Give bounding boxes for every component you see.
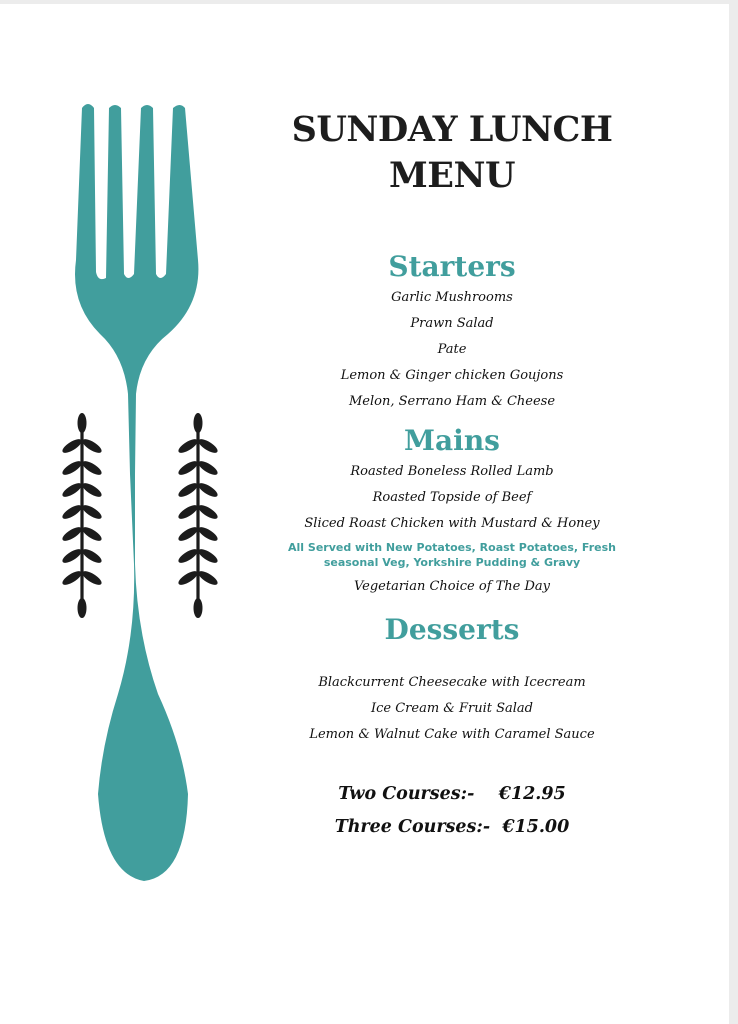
price-label: Three Courses:-: [334, 817, 491, 837]
title-line-2: MENU: [389, 155, 515, 196]
menu-item: Lemon & Ginger chicken Goujons: [340, 368, 564, 383]
price-value: €15.00: [502, 817, 570, 837]
title-line-1: SUNDAY LUNCH: [291, 109, 613, 150]
desserts-heading: Desserts: [384, 613, 520, 646]
starters-heading: Starters: [388, 250, 516, 283]
menu-item: Pate: [437, 342, 467, 357]
mains-accompaniment-note: All Served with New Potatoes, Roast Potatoes, Fresh seasonal Veg, Yorkshire Pudding & Gravy: [288, 541, 616, 569]
menu-item: Roasted Boneless Rolled Lamb: [350, 464, 554, 479]
menu-item: Roasted Topside of Beef: [372, 490, 532, 505]
price-row-three-courses: [282, 811, 622, 844]
menu-page: [0, 4, 729, 1024]
mains-section: [282, 423, 622, 600]
mains-heading: Mains: [404, 424, 500, 457]
price-list: [282, 778, 622, 844]
menu-item: Garlic Mushrooms: [391, 290, 513, 305]
starters-section: [282, 249, 622, 415]
menu-item-vegetarian: Vegetarian Choice of The Day: [353, 579, 551, 594]
leaf-sprig-icon: [60, 413, 103, 618]
menu-item: Ice Cream & Fruit Salad: [370, 701, 534, 716]
menu-illustration: [0, 4, 280, 1024]
leaf-sprig-icon: [176, 413, 219, 618]
menu-content: [282, 107, 622, 844]
menu-item: Sliced Roast Chicken with Mustard & Honey: [304, 516, 600, 531]
price-label: Two Courses:-: [338, 784, 475, 804]
menu-item: Blackcurrent Cheesecake with Icecream: [318, 675, 586, 690]
page-title: [282, 107, 622, 199]
price-row-two-courses: [282, 778, 622, 811]
menu-item: Lemon & Walnut Cake with Caramel Sauce: [309, 727, 595, 742]
menu-item: Melon, Serrano Ham & Cheese: [348, 394, 556, 409]
menu-item: Prawn Salad: [410, 316, 494, 331]
price-value: €12.95: [498, 784, 566, 804]
desserts-section: [282, 612, 622, 748]
